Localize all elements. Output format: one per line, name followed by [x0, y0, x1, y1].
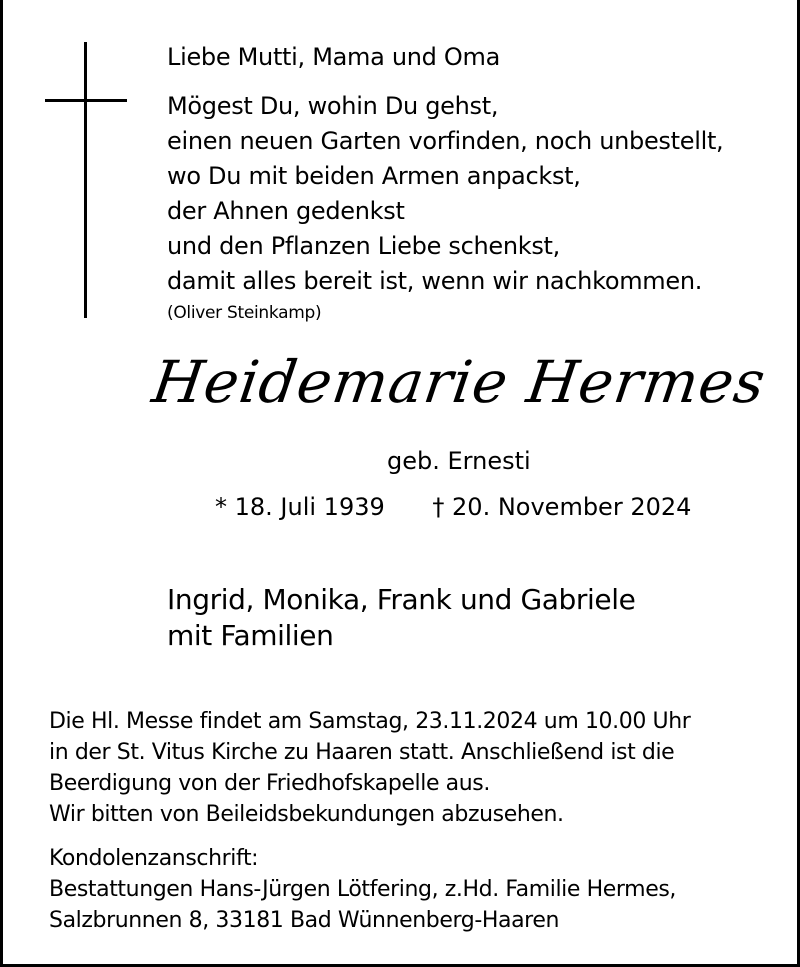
- mourners-line: mit Familien: [167, 619, 334, 652]
- poem-line: wo Du mit beiden Armen anpackst,: [167, 162, 581, 190]
- cross-icon: [45, 42, 127, 318]
- condolence-address: [49, 843, 676, 936]
- poem-line: der Ahnen gedenkst: [167, 197, 405, 225]
- condolence-line: Bestattungen Hans-Jürgen Lötfering, z.Hd. Familie Hermes,: [49, 877, 676, 902]
- poem-line: damit alles bereit ist, wenn wir nachkommen.: [167, 267, 703, 295]
- poem-author: (Oliver Steinkamp): [167, 303, 322, 323]
- poem-salutation: Liebe Mutti, Mama und Oma: [167, 43, 500, 71]
- service-line: Die Hl. Messe findet am Samstag, 23.11.2024 um 10.00 Uhr: [49, 709, 691, 734]
- condolence-line: Salzbrunnen 8, 33181 Bad Wünnenberg-Haaren: [49, 908, 559, 933]
- deceased-name: Heidemarie Hermes: [148, 348, 771, 416]
- mourners: [167, 582, 635, 654]
- service-line: Beerdigung von der Friedhofskapelle aus.: [49, 771, 490, 796]
- poem-line: und den Pflanzen Liebe schenkst,: [167, 232, 560, 260]
- mourners-line: Ingrid, Monika, Frank und Gabriele: [167, 583, 636, 616]
- birth-date: * 18. Juli 1939: [215, 493, 385, 521]
- poem: [167, 40, 723, 325]
- poem-line: einen neuen Garten vorfinden, noch unbestellt,: [167, 127, 724, 155]
- service-line: Wir bitten von Beileidsbekundungen abzusehen.: [49, 802, 564, 827]
- poem-line: Mögest Du, wohin Du gehst,: [167, 92, 499, 120]
- service-line: in der St. Vitus Kirche zu Haaren statt. Anschließend ist die: [49, 740, 675, 765]
- death-date: † 20. November 2024: [432, 493, 692, 521]
- condolence-line: Kondolenzanschrift:: [49, 846, 259, 871]
- service-info: [49, 706, 690, 830]
- birth-name: geb. Ernesti: [387, 447, 531, 475]
- life-dates: [215, 493, 691, 521]
